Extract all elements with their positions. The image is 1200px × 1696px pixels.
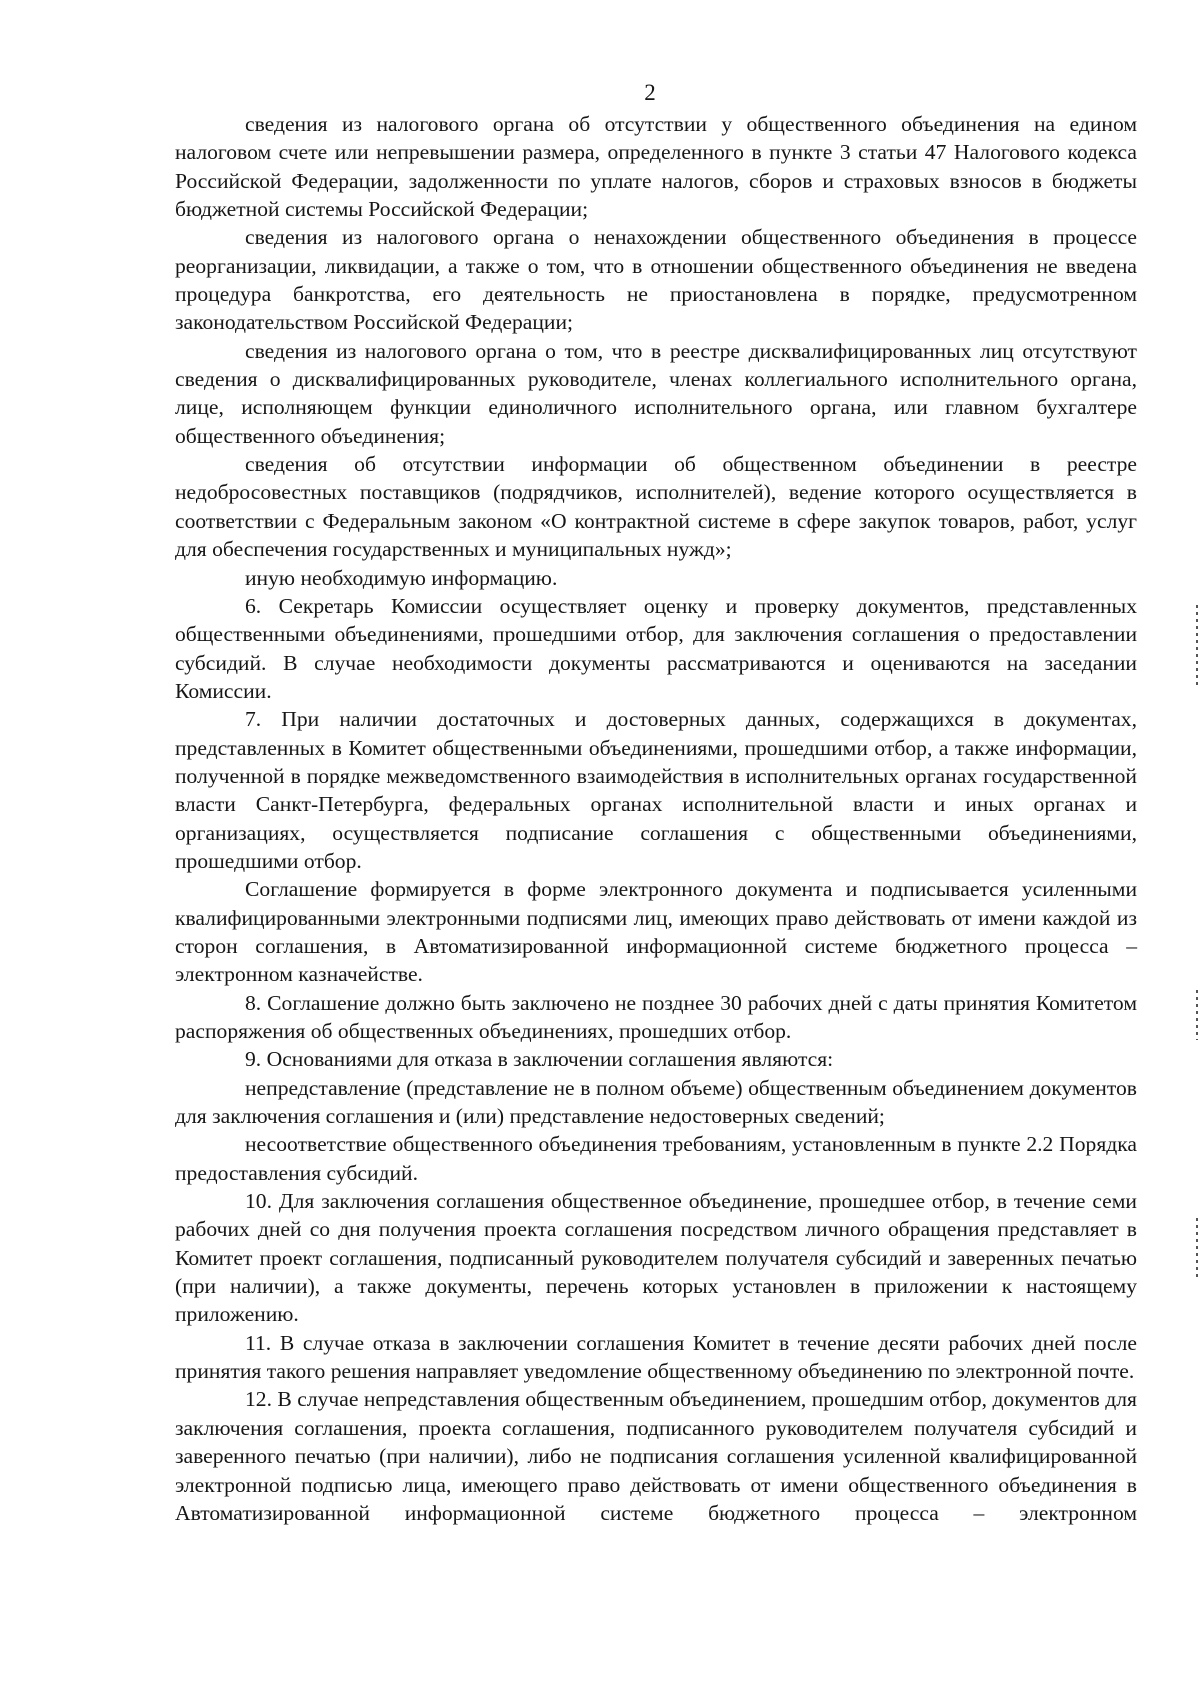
paragraph-item-9: 9. Основаниями для отказа в заключении соглашения являются: [245,1047,834,1072]
document-body [175,110,1137,1527]
paragraph-item-12: 12. В случае непредставления общественным объединением, прошедшим отбор, документов для заключения соглашения, проекта соглашения, подписанного руководителем получателя субсидий и заверенного печатью (при наличии), либо не подписания соглашения усиленной квалифицированной электронной подписью лица, имеющего право действовать от имени общественного объединения в Автоматизированной информационной системе бюджетного процесса – электронном [175,1387,1137,1525]
paragraph-refusal-ground-1: непредставление (представление не в полном объеме) общественным объединением документов для заключения соглашения и (или) представление недостоверных сведений; [175,1075,1137,1129]
paragraph-disqualified: сведения из налогового органа о том, что в реестре дисквалифицированных лиц отсутствуют сведения о дисквалифицированных руководителе, членах коллегиального исполнительного органа, лице, исполняющем функции единоличного исполнительного органа, или главном бухгалтере общественного объединения; [175,338,1137,448]
paragraph-item-6: 6. Секретарь Комиссии осуществляет оценку и проверку документов, представленных общественными объединениями, прошедшими отбор, для заключения соглашения о предоставлении субсидий. В случае необходимости документы рассматриваются и оцениваются на заседании Комиссии. [175,593,1137,703]
paragraph-other-info: иную необходимую информацию. [245,565,558,590]
paragraph-refusal-ground-2: несоответствие общественного объединения требованиям, установленным в пункте 2.2 Порядка предоставления субсидий. [175,1132,1137,1185]
paragraph-tax-debt: сведения из налогового органа об отсутствии у общественного объединения на едином налоговом счете или непревышении размера, определенного в пункте 3 статьи 47 Налогового кодекса Российской Федерации, задолженности по уплате налогов, сборов и страховых взносов в бюджеты бюджетной системы Российской Федерации; [175,112,1137,222]
paragraph-item-10: 10. Для заключения соглашения общественное объединение, прошедшее отбор, в течение семи рабочих дней со дня получения проекта соглашения посредством личного обращения представляет в Комитет проект соглашения, подписанный руководителем получателя субсидий и заверенных печатью (при наличии), а также документы, перечень которых установлен в приложении к настоящему приложению. [175,1189,1137,1327]
paragraph-unfair-suppliers: сведения об отсутствии информации об общественном объединении в реестре недобросовестных поставщиков (подрядчиков, исполнителей), ведение которого осуществляется в соответствии с Федеральным законом «О контрактной системе в сфере закупок товаров, работ, услуг для обеспечения государственных и муниципальных нужд»; [175,452,1137,562]
paragraph-reorganization: сведения из налогового органа о ненахождении общественного объединения в процессе реорганизации, ликвидации, а также о том, что в отношении общественного объединения не введена процедура банкротства, его деятельность не приостановлена в порядке, предусмотренном законодательством Российской Федерации; [175,225,1137,335]
paragraph-item-11: 11. В случае отказа в заключении соглашения Комитет в течение десяти рабочих дней после принятия такого решения направляет уведомление общественному объединению по электронной почте. [175,1330,1137,1384]
scan-artifact [1196,605,1198,685]
scan-artifact [1196,990,1198,1040]
page-number: 2 [644,80,656,105]
paragraph-agreement-form: Соглашение формируется в форме электронного документа и подписывается усиленными квалифицированными электронными подписями лиц, имеющих право действовать от имени каждой из сторон соглашения, в Автоматизированной информационной системе бюджетного процесса – электронном казначействе. [175,877,1137,987]
scan-artifact [1196,1218,1198,1278]
paragraph-item-8: 8. Соглашение должно быть заключено не позднее 30 рабочих дней с даты принятия Комитетом распоряжения об общественных объединениях, прошедших отбор. [175,990,1137,1043]
paragraph-item-7: 7. При наличии достаточных и достоверных данных, содержащихся в документах, представленных в Комитет общественными объединениями, прошедшими отбор, а также информации, полученной в порядке межведомственного взаимодействия в исполнительных органах государственной власти Санкт-Петербурга, федеральных органах исполнительной власти и иных органах и организациях, осуществляется подписание соглашения с общественными объединениями, прошедшими отбор. [175,707,1137,873]
